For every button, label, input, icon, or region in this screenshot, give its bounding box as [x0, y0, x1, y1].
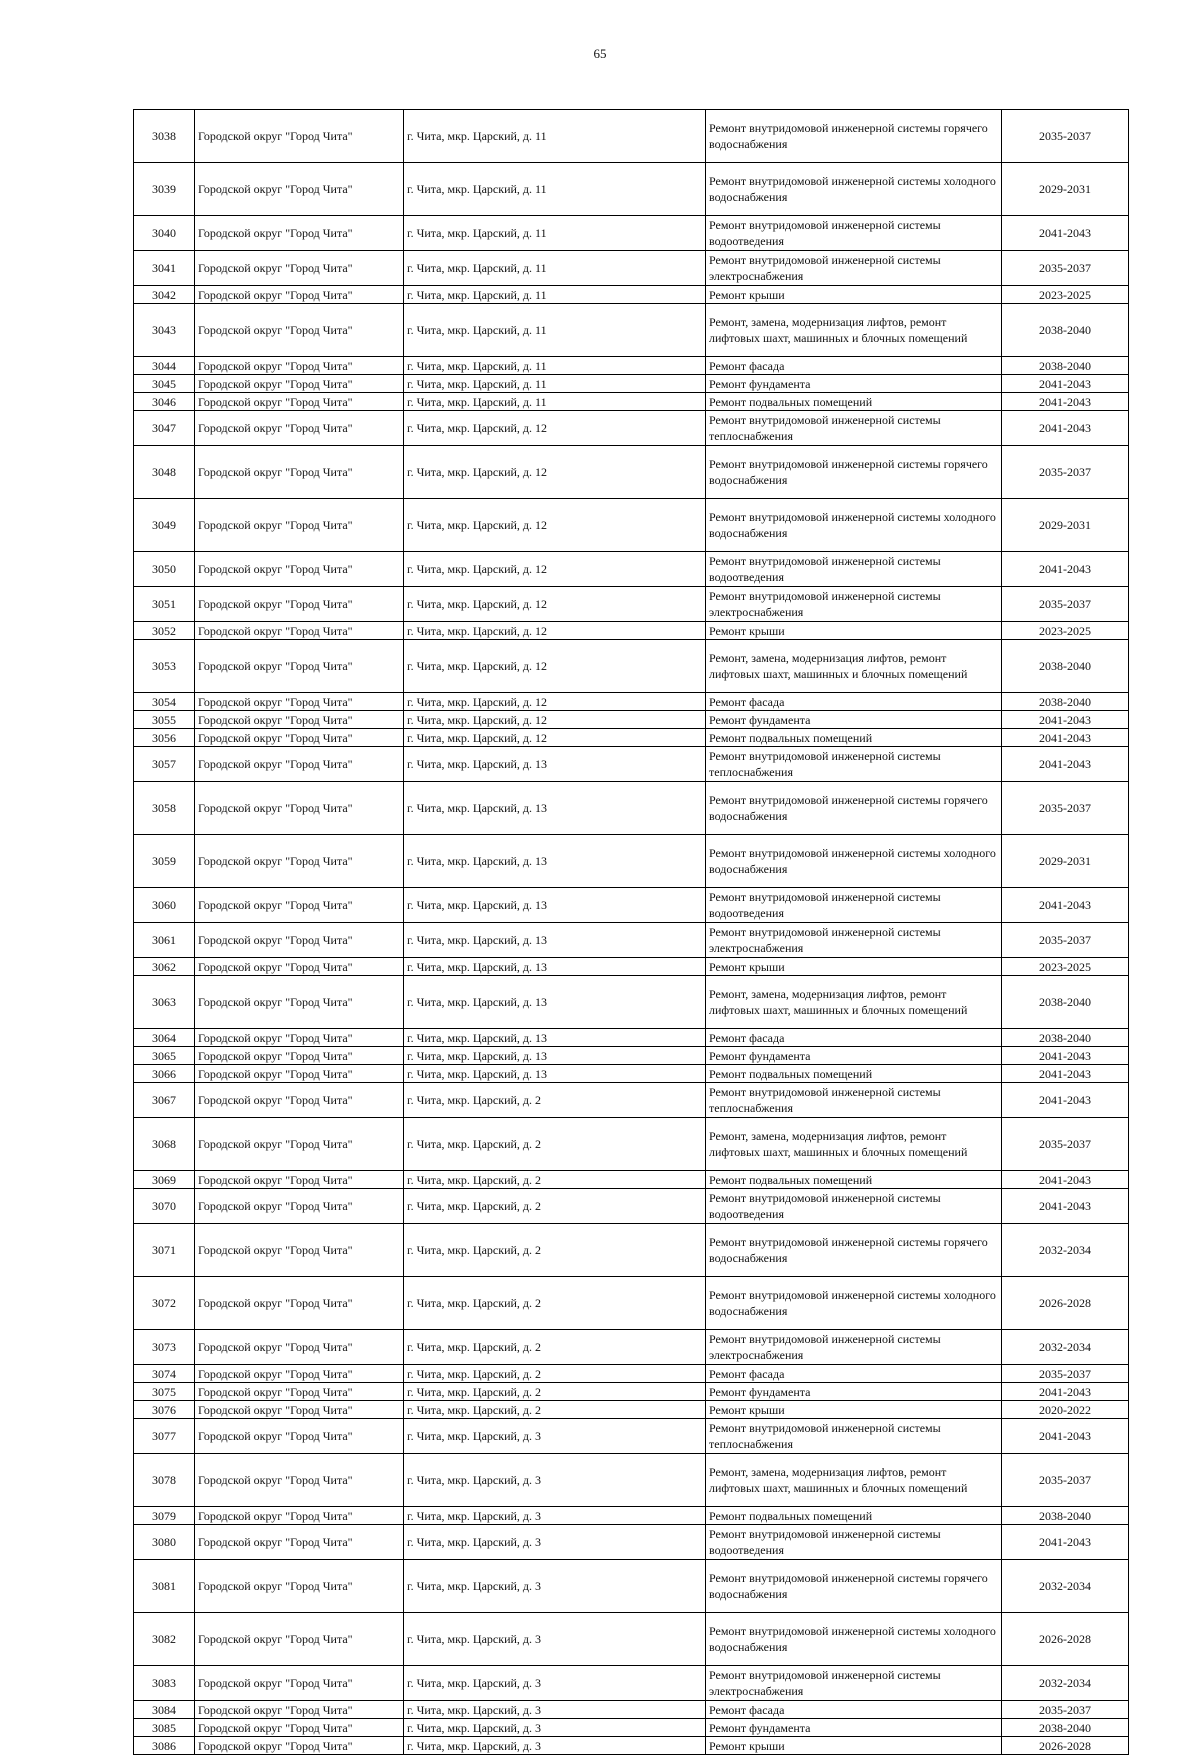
- work-type-cell: Ремонт внутридомовой инженерной системы водоотведения: [706, 1189, 1002, 1224]
- row-number-cell: 3073: [134, 1330, 195, 1365]
- period-cell: 2041-2043: [1002, 1065, 1129, 1083]
- row-number-cell: 3042: [134, 286, 195, 304]
- address-cell: г. Чита, мкр. Царский, д. 11: [404, 163, 706, 216]
- period-cell: 2041-2043: [1002, 411, 1129, 446]
- municipality-cell: Городской округ "Город Чита": [195, 251, 404, 286]
- row-number-cell: 3039: [134, 163, 195, 216]
- work-type-cell: Ремонт подвальных помещений: [706, 1171, 1002, 1189]
- period-cell: 2035-2037: [1002, 923, 1129, 958]
- table-row: [134, 1383, 1129, 1401]
- municipality-cell: Городской округ "Город Чита": [195, 1029, 404, 1047]
- municipality-cell: Городской округ "Город Чита": [195, 923, 404, 958]
- work-type-cell: Ремонт внутридомовой инженерной системы электроснабжения: [706, 1330, 1002, 1365]
- address-cell: г. Чита, мкр. Царский, д. 3: [404, 1613, 706, 1666]
- period-cell: 2035-2037: [1002, 1118, 1129, 1171]
- work-type-cell: Ремонт фасада: [706, 1029, 1002, 1047]
- table-row: [134, 1330, 1129, 1365]
- repair-schedule-table-wrapper: [133, 109, 1128, 1755]
- municipality-cell: Городской округ "Город Чита": [195, 163, 404, 216]
- table-row: [134, 923, 1129, 958]
- row-number-cell: 3078: [134, 1454, 195, 1507]
- row-number-cell: 3048: [134, 446, 195, 499]
- municipality-cell: Городской округ "Город Чита": [195, 1330, 404, 1365]
- row-number-cell: 3051: [134, 587, 195, 622]
- address-cell: г. Чита, мкр. Царский, д. 12: [404, 499, 706, 552]
- table-row: [134, 1666, 1129, 1701]
- row-number-cell: 3075: [134, 1383, 195, 1401]
- table-row: [134, 693, 1129, 711]
- period-cell: 2035-2037: [1002, 782, 1129, 835]
- municipality-cell: Городской округ "Город Чита": [195, 976, 404, 1029]
- work-type-cell: Ремонт внутридомовой инженерной системы холодного водоснабжения: [706, 835, 1002, 888]
- municipality-cell: Городской округ "Город Чита": [195, 888, 404, 923]
- work-type-cell: Ремонт фасада: [706, 693, 1002, 711]
- address-cell: г. Чита, мкр. Царский, д. 12: [404, 587, 706, 622]
- table-row: [134, 1083, 1129, 1118]
- work-type-cell: Ремонт внутридомовой инженерной системы электроснабжения: [706, 587, 1002, 622]
- address-cell: г. Чита, мкр. Царский, д. 2: [404, 1189, 706, 1224]
- municipality-cell: Городской округ "Город Чита": [195, 1701, 404, 1719]
- table-row: [134, 1365, 1129, 1383]
- period-cell: 2029-2031: [1002, 499, 1129, 552]
- row-number-cell: 3068: [134, 1118, 195, 1171]
- period-cell: 2032-2034: [1002, 1666, 1129, 1701]
- table-row: [134, 1719, 1129, 1737]
- period-cell: 2038-2040: [1002, 976, 1129, 1029]
- address-cell: г. Чита, мкр. Царский, д. 11: [404, 251, 706, 286]
- row-number-cell: 3070: [134, 1189, 195, 1224]
- table-row: [134, 446, 1129, 499]
- municipality-cell: Городской округ "Город Чита": [195, 1419, 404, 1454]
- address-cell: г. Чита, мкр. Царский, д. 2: [404, 1083, 706, 1118]
- table-row: [134, 782, 1129, 835]
- row-number-cell: 3054: [134, 693, 195, 711]
- work-type-cell: Ремонт внутридомовой инженерной системы водоотведения: [706, 216, 1002, 251]
- work-type-cell: Ремонт внутридомовой инженерной системы холодного водоснабжения: [706, 1277, 1002, 1330]
- municipality-cell: Городской округ "Город Чита": [195, 411, 404, 446]
- work-type-cell: Ремонт фундамента: [706, 711, 1002, 729]
- table-row: [134, 1560, 1129, 1613]
- table-row: [134, 835, 1129, 888]
- address-cell: г. Чита, мкр. Царский, д. 12: [404, 729, 706, 747]
- table-row: [134, 958, 1129, 976]
- address-cell: г. Чита, мкр. Царский, д. 13: [404, 1029, 706, 1047]
- period-cell: 2032-2034: [1002, 1560, 1129, 1613]
- row-number-cell: 3060: [134, 888, 195, 923]
- row-number-cell: 3043: [134, 304, 195, 357]
- period-cell: 2035-2037: [1002, 1365, 1129, 1383]
- address-cell: г. Чита, мкр. Царский, д. 2: [404, 1224, 706, 1277]
- row-number-cell: 3085: [134, 1719, 195, 1737]
- address-cell: г. Чита, мкр. Царский, д. 13: [404, 1065, 706, 1083]
- address-cell: г. Чита, мкр. Царский, д. 13: [404, 888, 706, 923]
- municipality-cell: Городской округ "Город Чита": [195, 1737, 404, 1755]
- municipality-cell: Городской округ "Город Чита": [195, 1065, 404, 1083]
- row-number-cell: 3045: [134, 375, 195, 393]
- table-row: [134, 286, 1129, 304]
- municipality-cell: Городской округ "Город Чита": [195, 1383, 404, 1401]
- address-cell: г. Чита, мкр. Царский, д. 12: [404, 411, 706, 446]
- address-cell: г. Чита, мкр. Царский, д. 11: [404, 216, 706, 251]
- period-cell: 2041-2043: [1002, 1047, 1129, 1065]
- period-cell: 2041-2043: [1002, 888, 1129, 923]
- municipality-cell: Городской округ "Город Чита": [195, 393, 404, 411]
- table-row: [134, 976, 1129, 1029]
- work-type-cell: Ремонт внутридомовой инженерной системы электроснабжения: [706, 251, 1002, 286]
- municipality-cell: Городской округ "Город Чита": [195, 1047, 404, 1065]
- period-cell: 2041-2043: [1002, 393, 1129, 411]
- address-cell: г. Чита, мкр. Царский, д. 11: [404, 304, 706, 357]
- work-type-cell: Ремонт крыши: [706, 1737, 1002, 1755]
- period-cell: 2041-2043: [1002, 1383, 1129, 1401]
- period-cell: 2041-2043: [1002, 1083, 1129, 1118]
- address-cell: г. Чита, мкр. Царский, д. 11: [404, 393, 706, 411]
- period-cell: 2026-2028: [1002, 1613, 1129, 1666]
- period-cell: 2035-2037: [1002, 1454, 1129, 1507]
- municipality-cell: Городской округ "Город Чита": [195, 552, 404, 587]
- table-row: [134, 1737, 1129, 1755]
- row-number-cell: 3058: [134, 782, 195, 835]
- table-row: [134, 1029, 1129, 1047]
- municipality-cell: Городской округ "Город Чита": [195, 1171, 404, 1189]
- table-row: [134, 587, 1129, 622]
- address-cell: г. Чита, мкр. Царский, д. 2: [404, 1330, 706, 1365]
- work-type-cell: Ремонт фундамента: [706, 375, 1002, 393]
- municipality-cell: Городской округ "Город Чита": [195, 958, 404, 976]
- period-cell: 2023-2025: [1002, 958, 1129, 976]
- row-number-cell: 3040: [134, 216, 195, 251]
- address-cell: г. Чита, мкр. Царский, д. 13: [404, 782, 706, 835]
- address-cell: г. Чита, мкр. Царский, д. 13: [404, 923, 706, 958]
- address-cell: г. Чита, мкр. Царский, д. 13: [404, 1047, 706, 1065]
- row-number-cell: 3072: [134, 1277, 195, 1330]
- row-number-cell: 3086: [134, 1737, 195, 1755]
- period-cell: 2026-2028: [1002, 1737, 1129, 1755]
- work-type-cell: Ремонт внутридомовой инженерной системы горячего водоснабжения: [706, 1560, 1002, 1613]
- municipality-cell: Городской округ "Город Чита": [195, 1365, 404, 1383]
- row-number-cell: 3046: [134, 393, 195, 411]
- table-row: [134, 1171, 1129, 1189]
- work-type-cell: Ремонт внутридомовой инженерной системы холодного водоснабжения: [706, 1613, 1002, 1666]
- work-type-cell: Ремонт внутридомовой инженерной системы горячего водоснабжения: [706, 110, 1002, 163]
- row-number-cell: 3038: [134, 110, 195, 163]
- municipality-cell: Городской округ "Город Чита": [195, 499, 404, 552]
- address-cell: г. Чита, мкр. Царский, д. 11: [404, 375, 706, 393]
- period-cell: 2035-2037: [1002, 251, 1129, 286]
- period-cell: 2029-2031: [1002, 835, 1129, 888]
- period-cell: 2038-2040: [1002, 1029, 1129, 1047]
- municipality-cell: Городской округ "Город Чита": [195, 1401, 404, 1419]
- row-number-cell: 3081: [134, 1560, 195, 1613]
- period-cell: 2026-2028: [1002, 1277, 1129, 1330]
- row-number-cell: 3059: [134, 835, 195, 888]
- address-cell: г. Чита, мкр. Царский, д. 12: [404, 622, 706, 640]
- table-row: [134, 888, 1129, 923]
- period-cell: 2029-2031: [1002, 163, 1129, 216]
- work-type-cell: Ремонт подвальных помещений: [706, 729, 1002, 747]
- row-number-cell: 3069: [134, 1171, 195, 1189]
- row-number-cell: 3076: [134, 1401, 195, 1419]
- row-number-cell: 3080: [134, 1525, 195, 1560]
- table-row: [134, 375, 1129, 393]
- work-type-cell: Ремонт, замена, модернизация лифтов, ремонт лифтовых шахт, машинных и блочных помещений: [706, 640, 1002, 693]
- table-row: [134, 304, 1129, 357]
- table-row: [134, 622, 1129, 640]
- period-cell: 2023-2025: [1002, 286, 1129, 304]
- table-row: [134, 1189, 1129, 1224]
- period-cell: 2035-2037: [1002, 446, 1129, 499]
- row-number-cell: 3083: [134, 1666, 195, 1701]
- table-row: [134, 1224, 1129, 1277]
- address-cell: г. Чита, мкр. Царский, д. 3: [404, 1737, 706, 1755]
- municipality-cell: Городской округ "Город Чита": [195, 1666, 404, 1701]
- address-cell: г. Чита, мкр. Царский, д. 2: [404, 1365, 706, 1383]
- row-number-cell: 3050: [134, 552, 195, 587]
- work-type-cell: Ремонт фасада: [706, 1701, 1002, 1719]
- address-cell: г. Чита, мкр. Царский, д. 3: [404, 1560, 706, 1613]
- municipality-cell: Городской округ "Город Чита": [195, 357, 404, 375]
- work-type-cell: Ремонт внутридомовой инженерной системы холодного водоснабжения: [706, 499, 1002, 552]
- row-number-cell: 3041: [134, 251, 195, 286]
- municipality-cell: Городской округ "Город Чита": [195, 1277, 404, 1330]
- municipality-cell: Городской округ "Город Чита": [195, 1613, 404, 1666]
- municipality-cell: Городской округ "Город Чита": [195, 110, 404, 163]
- table-row: [134, 711, 1129, 729]
- period-cell: 2041-2043: [1002, 216, 1129, 251]
- address-cell: г. Чита, мкр. Царский, д. 2: [404, 1383, 706, 1401]
- table-row: [134, 163, 1129, 216]
- address-cell: г. Чита, мкр. Царский, д. 13: [404, 747, 706, 782]
- municipality-cell: Городской округ "Город Чита": [195, 587, 404, 622]
- repair-schedule-table: [133, 109, 1129, 1755]
- row-number-cell: 3061: [134, 923, 195, 958]
- municipality-cell: Городской округ "Город Чита": [195, 375, 404, 393]
- work-type-cell: Ремонт фундамента: [706, 1719, 1002, 1737]
- table-row: [134, 1047, 1129, 1065]
- table-row: [134, 1454, 1129, 1507]
- row-number-cell: 3079: [134, 1507, 195, 1525]
- row-number-cell: 3057: [134, 747, 195, 782]
- address-cell: г. Чита, мкр. Царский, д. 2: [404, 1277, 706, 1330]
- period-cell: 2032-2034: [1002, 1330, 1129, 1365]
- address-cell: г. Чита, мкр. Царский, д. 3: [404, 1719, 706, 1737]
- row-number-cell: 3055: [134, 711, 195, 729]
- period-cell: 2038-2040: [1002, 1507, 1129, 1525]
- row-number-cell: 3062: [134, 958, 195, 976]
- work-type-cell: Ремонт фасада: [706, 1365, 1002, 1383]
- work-type-cell: Ремонт внутридомовой инженерной системы электроснабжения: [706, 1666, 1002, 1701]
- address-cell: г. Чита, мкр. Царский, д. 3: [404, 1666, 706, 1701]
- address-cell: г. Чита, мкр. Царский, д. 12: [404, 711, 706, 729]
- row-number-cell: 3067: [134, 1083, 195, 1118]
- municipality-cell: Городской округ "Город Чита": [195, 1189, 404, 1224]
- address-cell: г. Чита, мкр. Царский, д. 2: [404, 1171, 706, 1189]
- work-type-cell: Ремонт внутридомовой инженерной системы теплоснабжения: [706, 1083, 1002, 1118]
- period-cell: 2038-2040: [1002, 640, 1129, 693]
- period-cell: 2041-2043: [1002, 711, 1129, 729]
- period-cell: 2041-2043: [1002, 1189, 1129, 1224]
- address-cell: г. Чита, мкр. Царский, д. 12: [404, 640, 706, 693]
- work-type-cell: Ремонт внутридомовой инженерной системы электроснабжения: [706, 923, 1002, 958]
- address-cell: г. Чита, мкр. Царский, д. 3: [404, 1701, 706, 1719]
- municipality-cell: Городской округ "Город Чита": [195, 729, 404, 747]
- work-type-cell: Ремонт внутридомовой инженерной системы горячего водоснабжения: [706, 1224, 1002, 1277]
- table-row: [134, 729, 1129, 747]
- address-cell: г. Чита, мкр. Царский, д. 13: [404, 835, 706, 888]
- period-cell: 2041-2043: [1002, 552, 1129, 587]
- period-cell: 2035-2037: [1002, 587, 1129, 622]
- period-cell: 2041-2043: [1002, 747, 1129, 782]
- period-cell: 2038-2040: [1002, 357, 1129, 375]
- address-cell: г. Чита, мкр. Царский, д. 3: [404, 1507, 706, 1525]
- row-number-cell: 3065: [134, 1047, 195, 1065]
- address-cell: г. Чита, мкр. Царский, д. 2: [404, 1118, 706, 1171]
- work-type-cell: Ремонт подвальных помещений: [706, 1507, 1002, 1525]
- work-type-cell: Ремонт фундамента: [706, 1047, 1002, 1065]
- period-cell: 2038-2040: [1002, 693, 1129, 711]
- table-row: [134, 552, 1129, 587]
- table-row: [134, 411, 1129, 446]
- period-cell: 2035-2037: [1002, 110, 1129, 163]
- table-row: [134, 640, 1129, 693]
- work-type-cell: Ремонт подвальных помещений: [706, 393, 1002, 411]
- period-cell: 2041-2043: [1002, 729, 1129, 747]
- municipality-cell: Городской округ "Город Чита": [195, 1560, 404, 1613]
- address-cell: г. Чита, мкр. Царский, д. 3: [404, 1419, 706, 1454]
- table-row: [134, 216, 1129, 251]
- row-number-cell: 3052: [134, 622, 195, 640]
- work-type-cell: Ремонт фундамента: [706, 1383, 1002, 1401]
- table-row: [134, 1118, 1129, 1171]
- row-number-cell: 3056: [134, 729, 195, 747]
- municipality-cell: Городской округ "Город Чита": [195, 622, 404, 640]
- work-type-cell: Ремонт, замена, модернизация лифтов, ремонт лифтовых шахт, машинных и блочных помещений: [706, 1118, 1002, 1171]
- row-number-cell: 3066: [134, 1065, 195, 1083]
- work-type-cell: Ремонт подвальных помещений: [706, 1065, 1002, 1083]
- address-cell: г. Чита, мкр. Царский, д. 2: [404, 1401, 706, 1419]
- address-cell: г. Чита, мкр. Царский, д. 13: [404, 958, 706, 976]
- work-type-cell: Ремонт крыши: [706, 1401, 1002, 1419]
- address-cell: г. Чита, мкр. Царский, д. 13: [404, 976, 706, 1029]
- address-cell: г. Чита, мкр. Царский, д. 3: [404, 1525, 706, 1560]
- row-number-cell: 3071: [134, 1224, 195, 1277]
- period-cell: 2020-2022: [1002, 1401, 1129, 1419]
- address-cell: г. Чита, мкр. Царский, д. 11: [404, 357, 706, 375]
- work-type-cell: Ремонт, замена, модернизация лифтов, ремонт лифтовых шахт, машинных и блочных помещений: [706, 1454, 1002, 1507]
- row-number-cell: 3084: [134, 1701, 195, 1719]
- row-number-cell: 3074: [134, 1365, 195, 1383]
- work-type-cell: Ремонт фасада: [706, 357, 1002, 375]
- municipality-cell: Городской округ "Город Чита": [195, 693, 404, 711]
- table-row: [134, 110, 1129, 163]
- address-cell: г. Чита, мкр. Царский, д. 11: [404, 286, 706, 304]
- work-type-cell: Ремонт, замена, модернизация лифтов, ремонт лифтовых шахт, машинных и блочных помещений: [706, 304, 1002, 357]
- table-row: [134, 1525, 1129, 1560]
- row-number-cell: 3064: [134, 1029, 195, 1047]
- row-number-cell: 3053: [134, 640, 195, 693]
- period-cell: 2032-2034: [1002, 1224, 1129, 1277]
- table-row: [134, 1613, 1129, 1666]
- period-cell: 2041-2043: [1002, 375, 1129, 393]
- table-row: [134, 747, 1129, 782]
- work-type-cell: Ремонт внутридомовой инженерной системы теплоснабжения: [706, 747, 1002, 782]
- work-type-cell: Ремонт внутридомовой инженерной системы водоотведения: [706, 1525, 1002, 1560]
- municipality-cell: Городской округ "Город Чита": [195, 1525, 404, 1560]
- address-cell: г. Чита, мкр. Царский, д. 12: [404, 446, 706, 499]
- work-type-cell: Ремонт внутридомовой инженерной системы теплоснабжения: [706, 1419, 1002, 1454]
- municipality-cell: Городской округ "Город Чита": [195, 446, 404, 499]
- municipality-cell: Городской округ "Город Чита": [195, 640, 404, 693]
- table-body: [134, 110, 1129, 1755]
- table-row: [134, 499, 1129, 552]
- municipality-cell: Городской округ "Город Чита": [195, 782, 404, 835]
- work-type-cell: Ремонт, замена, модернизация лифтов, ремонт лифтовых шахт, машинных и блочных помещений: [706, 976, 1002, 1029]
- municipality-cell: Городской округ "Город Чита": [195, 216, 404, 251]
- table-row: [134, 1401, 1129, 1419]
- work-type-cell: Ремонт крыши: [706, 286, 1002, 304]
- municipality-cell: Городской округ "Город Чита": [195, 304, 404, 357]
- municipality-cell: Городской округ "Город Чита": [195, 286, 404, 304]
- address-cell: г. Чита, мкр. Царский, д. 12: [404, 693, 706, 711]
- municipality-cell: Городской округ "Город Чита": [195, 711, 404, 729]
- municipality-cell: Городской округ "Город Чита": [195, 1454, 404, 1507]
- address-cell: г. Чита, мкр. Царский, д. 11: [404, 110, 706, 163]
- address-cell: г. Чита, мкр. Царский, д. 12: [404, 552, 706, 587]
- table-row: [134, 1065, 1129, 1083]
- row-number-cell: 3047: [134, 411, 195, 446]
- row-number-cell: 3063: [134, 976, 195, 1029]
- table-row: [134, 1277, 1129, 1330]
- address-cell: г. Чита, мкр. Царский, д. 3: [404, 1454, 706, 1507]
- table-row: [134, 1701, 1129, 1719]
- work-type-cell: Ремонт внутридомовой инженерной системы водоотведения: [706, 888, 1002, 923]
- period-cell: 2035-2037: [1002, 1701, 1129, 1719]
- period-cell: 2041-2043: [1002, 1525, 1129, 1560]
- work-type-cell: Ремонт внутридомовой инженерной системы холодного водоснабжения: [706, 163, 1002, 216]
- table-row: [134, 357, 1129, 375]
- period-cell: 2041-2043: [1002, 1419, 1129, 1454]
- municipality-cell: Городской округ "Город Чита": [195, 1224, 404, 1277]
- period-cell: 2041-2043: [1002, 1171, 1129, 1189]
- municipality-cell: Городской округ "Город Чита": [195, 747, 404, 782]
- work-type-cell: Ремонт внутридомовой инженерной системы горячего водоснабжения: [706, 782, 1002, 835]
- period-cell: 2038-2040: [1002, 304, 1129, 357]
- work-type-cell: Ремонт крыши: [706, 622, 1002, 640]
- work-type-cell: Ремонт крыши: [706, 958, 1002, 976]
- row-number-cell: 3077: [134, 1419, 195, 1454]
- table-row: [134, 1507, 1129, 1525]
- municipality-cell: Городской округ "Город Чита": [195, 1507, 404, 1525]
- municipality-cell: Городской округ "Город Чита": [195, 835, 404, 888]
- municipality-cell: Городской округ "Город Чита": [195, 1719, 404, 1737]
- work-type-cell: Ремонт внутридомовой инженерной системы водоотведения: [706, 552, 1002, 587]
- table-row: [134, 251, 1129, 286]
- page-number: 65: [593, 46, 607, 61]
- period-cell: 2023-2025: [1002, 622, 1129, 640]
- row-number-cell: 3082: [134, 1613, 195, 1666]
- table-row: [134, 1419, 1129, 1454]
- municipality-cell: Городской округ "Город Чита": [195, 1118, 404, 1171]
- row-number-cell: 3049: [134, 499, 195, 552]
- period-cell: 2038-2040: [1002, 1719, 1129, 1737]
- work-type-cell: Ремонт внутридомовой инженерной системы горячего водоснабжения: [706, 446, 1002, 499]
- work-type-cell: Ремонт внутридомовой инженерной системы теплоснабжения: [706, 411, 1002, 446]
- municipality-cell: Городской округ "Город Чита": [195, 1083, 404, 1118]
- row-number-cell: 3044: [134, 357, 195, 375]
- table-row: [134, 393, 1129, 411]
